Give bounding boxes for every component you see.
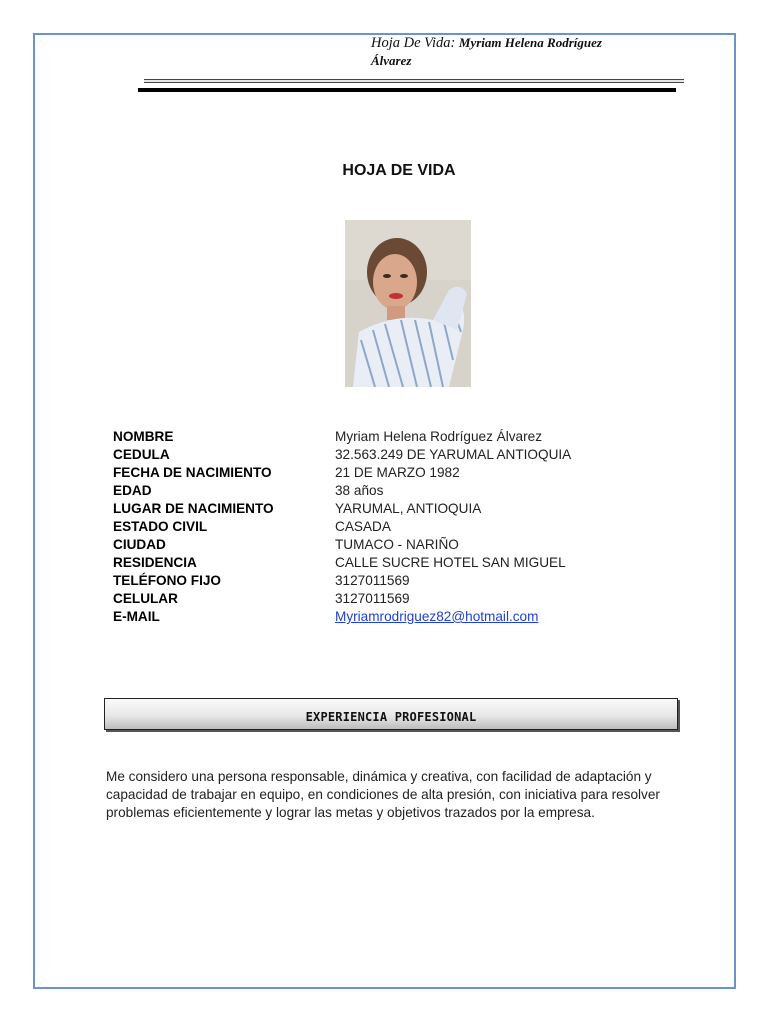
profile-paragraph: Me considero una persona responsable, dinámica y creativa, con facilidad de adaptación y capacidad de trabajar en equipo, en condiciones de alta presión, con iniciativa para resolver problemas eficientemente y lograr las metas y objetivos trazados por la empresa. [106,769,660,820]
info-label: LUGAR DE NACIMIENTO [113,501,274,516]
header-name-line2: Álvarez [371,53,412,68]
info-row-nombre [113,428,571,446]
document-title: HOJA DE VIDA [342,162,456,179]
info-row-celular [113,590,571,608]
header-double-rule [144,79,684,83]
info-value: 21 DE MARZO 1982 [335,465,460,480]
info-value: 38 años [335,483,384,498]
info-row-ciudad [113,536,571,554]
running-header [371,34,661,70]
header-name-line1: Myriam Helena Rodríguez [458,35,602,50]
info-row-email [113,608,571,626]
info-row-residencia [113,554,571,572]
info-value: 3127011569 [335,573,410,588]
personal-info-table [113,428,571,626]
email-link[interactable]: Myriamrodriguez82@hotmail.com [335,609,539,624]
info-label: EDAD [113,483,152,498]
info-label: TELÉFONO FIJO [113,573,221,588]
info-label: E-MAIL [113,609,160,624]
info-value: TUMACO - NARIÑO [335,537,459,552]
experience-section-title: EXPERIENCIA PROFESIONAL [305,710,477,724]
info-label: CEDULA [113,447,170,462]
info-label: CELULAR [113,591,178,606]
info-label: NOMBRE [113,429,174,444]
info-row-edad [113,482,571,500]
info-label: CIUDAD [113,537,166,552]
info-row-cedula [113,446,571,464]
profile-photo [345,220,471,387]
info-label: ESTADO CIVIL [113,519,208,534]
header-thick-rule [138,88,676,92]
info-label: FECHA DE NACIMIENTO [113,465,272,480]
info-row-telefono-fijo [113,572,571,590]
portrait-image [345,220,471,387]
info-value-email [335,608,538,626]
info-value: Myriam Helena Rodríguez Álvarez [335,429,543,444]
info-value: CASADA [335,519,391,534]
info-value: YARUMAL, ANTIOQUIA [335,501,482,516]
info-value: 32.563.249 DE YARUMAL ANTIOQUIA [335,447,572,462]
info-value: CALLE SUCRE HOTEL SAN MIGUEL [335,555,566,570]
info-value: 3127011569 [335,591,410,606]
experience-section-header [104,698,678,730]
info-row-estado-civil [113,518,571,536]
info-label: RESIDENCIA [113,555,197,570]
header-prefix: Hoja De Vida: [371,35,456,51]
info-row-lugar-nacimiento [113,500,571,518]
info-row-fecha-nacimiento [113,464,571,482]
